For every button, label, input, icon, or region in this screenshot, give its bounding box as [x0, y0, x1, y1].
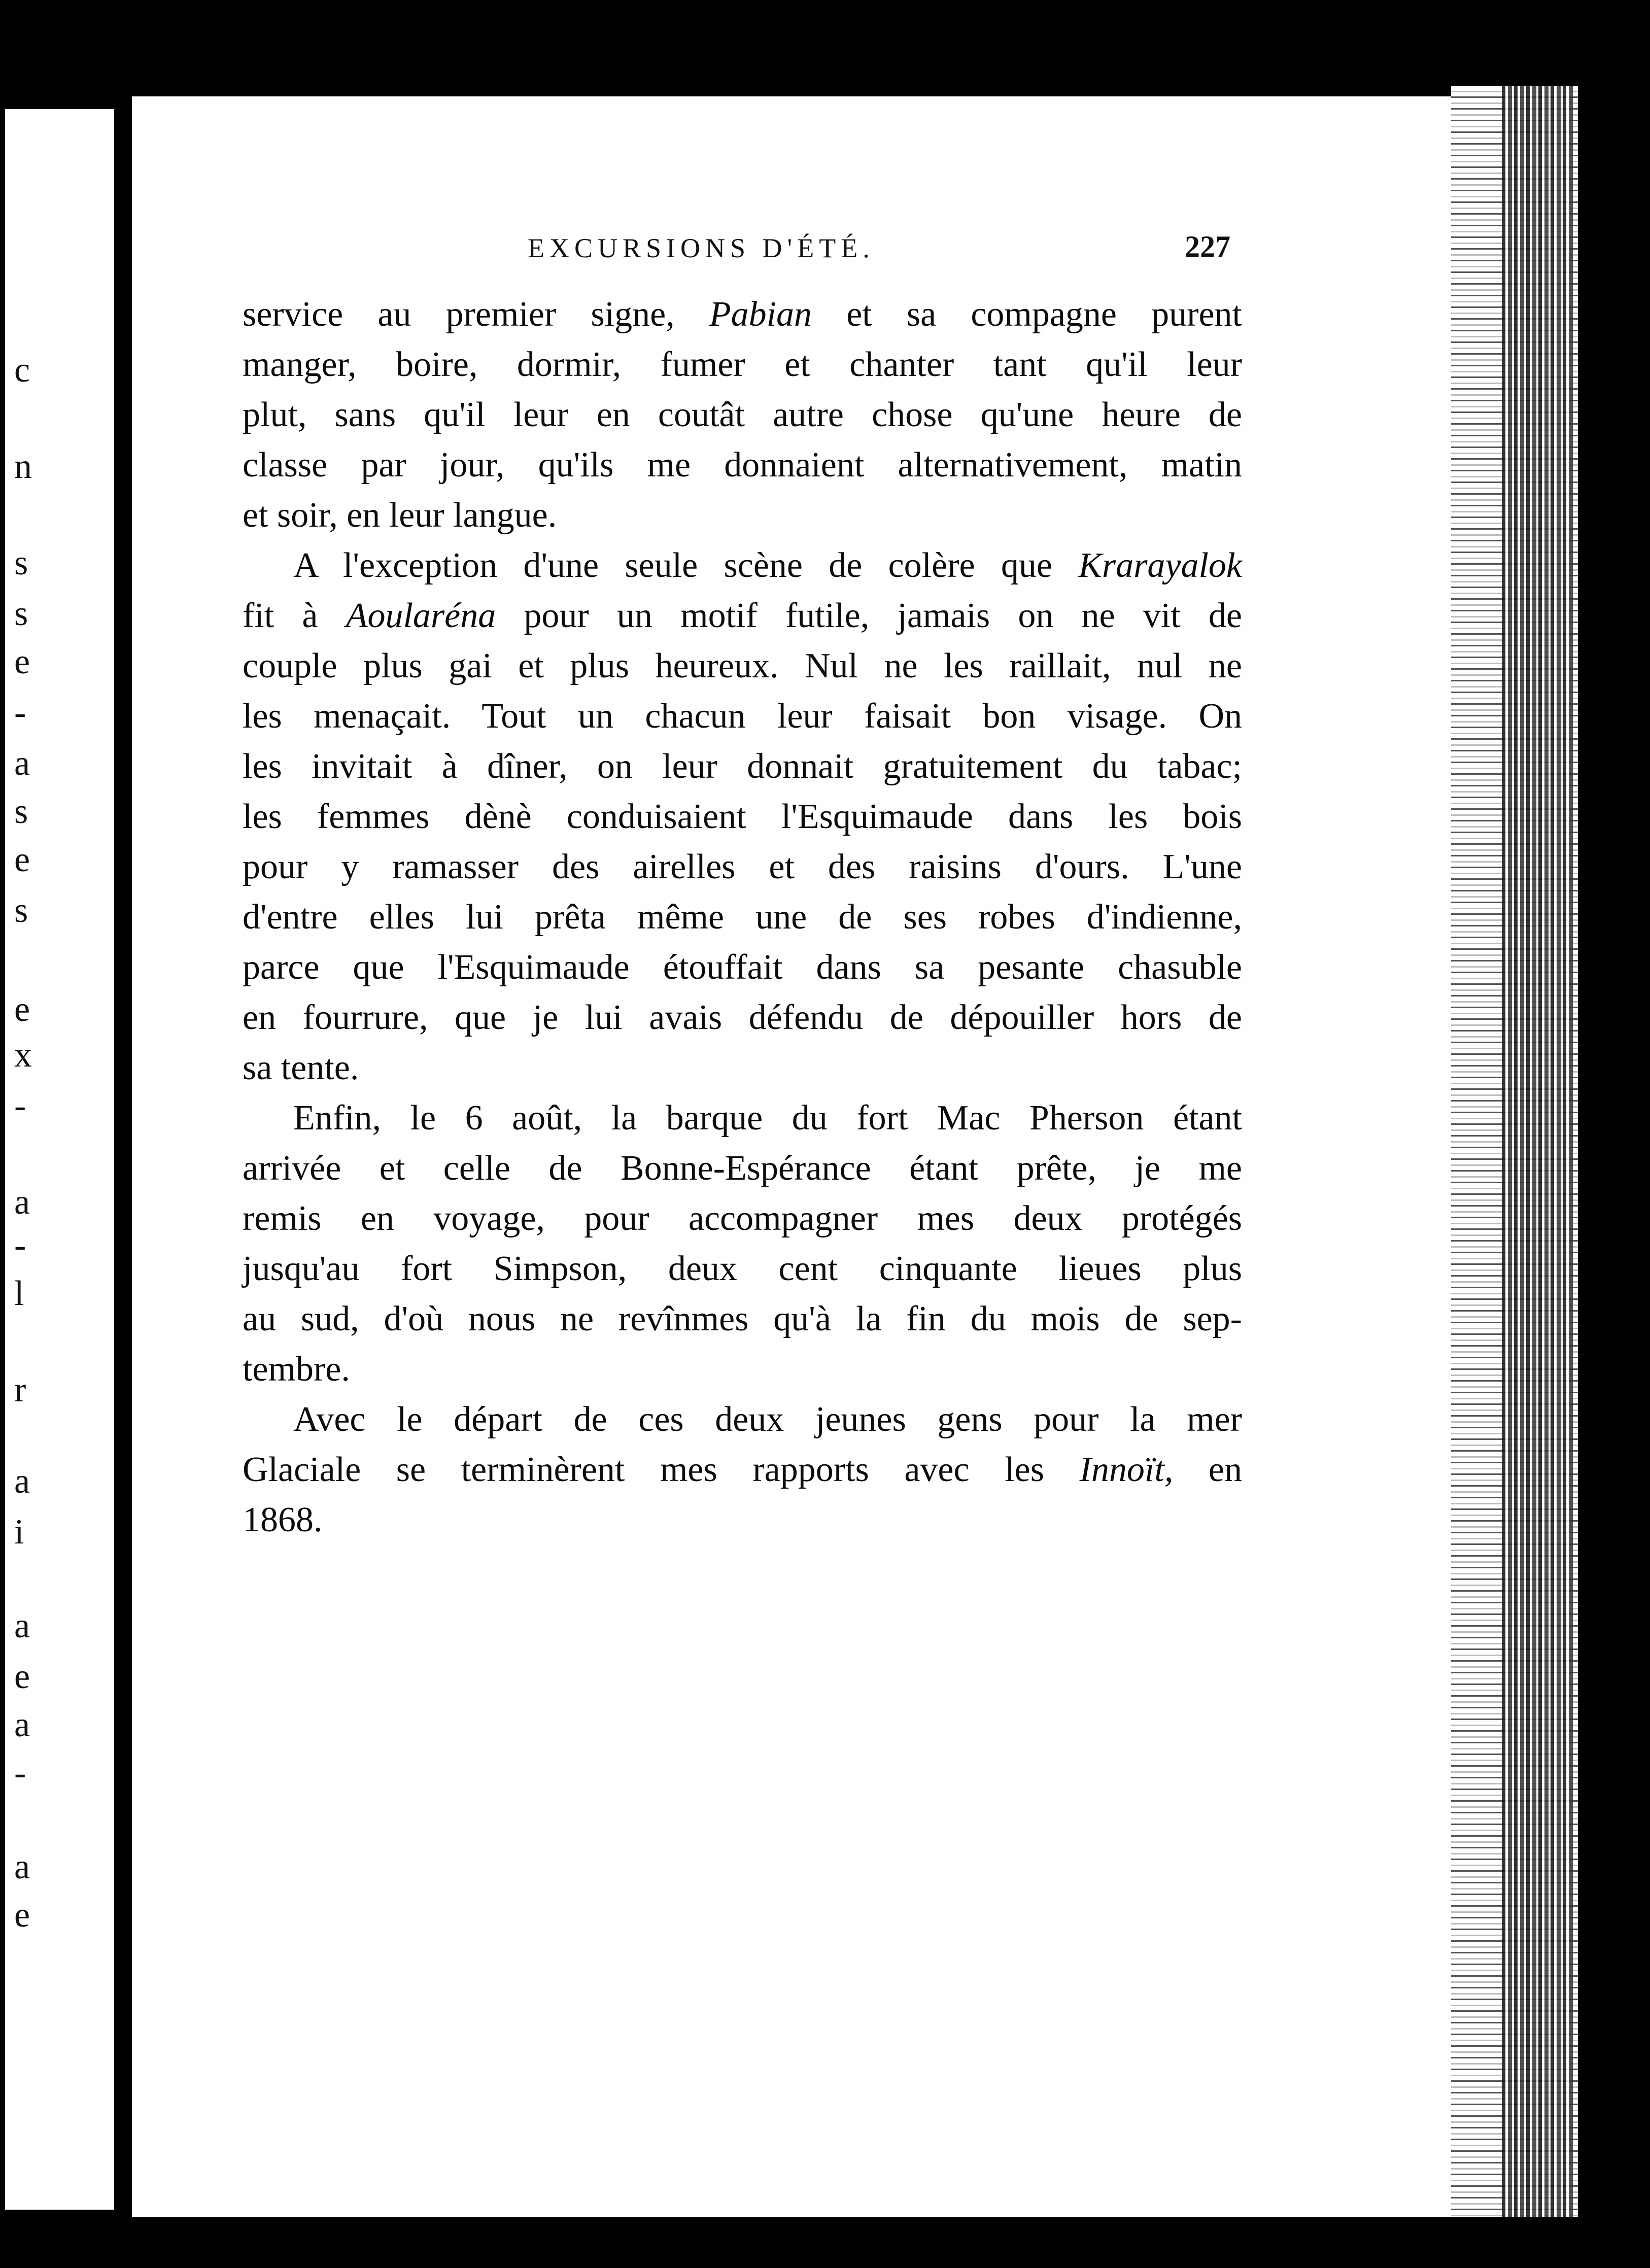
- text-segment: remis en voyage, pour accompagner mes deux protégés: [243, 1199, 1242, 1238]
- text-segment: au sud, d'où nous ne revînmes qu'à la fin du mois de sep-: [243, 1299, 1242, 1338]
- left-page-letter: e: [14, 1657, 30, 1696]
- text-line: [243, 1193, 1242, 1244]
- body-text: [243, 289, 1242, 1545]
- text-segment: fit à: [243, 596, 346, 635]
- text-segment: service au premier signe,: [243, 295, 709, 334]
- text-segment: plut, sans qu'il leur en coutât autre chose qu'une heure de: [243, 395, 1242, 434]
- left-page-fragment: [5, 109, 114, 2210]
- left-page-letter: e: [14, 990, 30, 1029]
- left-page-letter: -: [14, 1086, 26, 1125]
- text-segment: classe par jour, qu'ils me donnaient alternativement, matin: [243, 445, 1242, 485]
- left-page-letter: i: [14, 1513, 24, 1552]
- paragraph: [243, 540, 1242, 1093]
- text-segment: Avec le départ de ces deux jeunes gens pour la mer: [293, 1400, 1242, 1439]
- left-page-letter: a: [14, 1606, 30, 1645]
- text-line: [243, 490, 1242, 540]
- text-segment: 1868.: [243, 1500, 323, 1539]
- text-line: [243, 641, 1242, 691]
- left-page-letter: a: [14, 744, 30, 783]
- paragraph: [243, 1394, 1242, 1545]
- text-segment: les menaçait. Tout un chacun leur faisait bon visage. On: [243, 697, 1242, 736]
- text-segment: tembre.: [243, 1350, 350, 1389]
- text-line: [243, 440, 1242, 490]
- italic-name: Aoularéna: [346, 596, 496, 635]
- italic-name: Krarayalok: [1078, 546, 1242, 585]
- text-line: [243, 591, 1242, 641]
- left-page-letter: x: [14, 1036, 32, 1075]
- left-page-letter: s: [14, 594, 28, 633]
- text-line: [243, 1495, 1242, 1545]
- text-line: [243, 1143, 1242, 1193]
- page-number: 227: [1185, 230, 1230, 263]
- text-segment: en: [1173, 1450, 1242, 1489]
- text-line: [243, 1093, 1242, 1143]
- text-segment: pour un motif futile, jamais on ne vit de: [496, 596, 1242, 635]
- running-title: EXCURSIONS D'ÉTÉ.: [528, 233, 875, 263]
- left-page-letter: e: [14, 840, 30, 879]
- text-segment: pour y ramasser des airelles et des raisins d'ours. L'une: [243, 847, 1242, 886]
- text-line: [243, 1043, 1242, 1093]
- text-segment: en fourrure, que je lui avais défendu de dépouiller hors de: [243, 998, 1242, 1037]
- text-line: [243, 390, 1242, 440]
- text-line: [243, 339, 1242, 390]
- left-page-letter: c: [14, 351, 30, 390]
- text-line: [243, 992, 1242, 1043]
- book-gutter: [114, 109, 132, 2210]
- text-segment: et soir, en leur langue.: [243, 496, 557, 535]
- text-line: [243, 942, 1242, 992]
- text-segment: les femmes dènè conduisaient l'Esquimaude dans les bois: [243, 797, 1242, 836]
- text-line: [243, 1445, 1242, 1495]
- text-segment: les invitait à dîner, on leur donnait gratuitement du tabac;: [243, 747, 1242, 786]
- text-segment: couple plus gai et plus heureux. Nul ne les raillait, nul ne: [243, 646, 1242, 685]
- left-page-letter: n: [14, 447, 32, 486]
- left-page-letter: a: [14, 1705, 30, 1744]
- text-segment: A l'exception d'une seule scène de colère que: [293, 546, 1079, 585]
- paragraph: [243, 1093, 1242, 1394]
- text-line: [243, 842, 1242, 892]
- text-segment: manger, boire, dormir, fumer et chanter tant qu'il leur: [243, 345, 1242, 384]
- left-page-letter: l: [14, 1274, 24, 1313]
- left-page-letter: -: [14, 1226, 26, 1265]
- text-line: [243, 289, 1242, 339]
- text-segment: Glaciale se terminèrent mes rapports avec les: [243, 1450, 1080, 1489]
- text-line: [243, 1344, 1242, 1394]
- text-line: [243, 1394, 1242, 1445]
- left-page-letter: a: [14, 1462, 30, 1501]
- text-segment: d'entre elles lui prêta même une de ses robes d'indienne,: [243, 898, 1242, 937]
- left-page-letter: -: [14, 693, 26, 732]
- text-line: [243, 892, 1242, 942]
- left-page-letter: e: [14, 1896, 30, 1935]
- page-edge-shadow: [1502, 86, 1573, 2217]
- left-page-letter: r: [14, 1370, 26, 1410]
- text-segment: parce que l'Esquimaude étouffait dans sa pesante chasuble: [243, 948, 1242, 987]
- text-line: [243, 741, 1242, 792]
- italic-name: Pabian: [709, 295, 812, 334]
- left-page-letter: a: [14, 1183, 30, 1222]
- italic-name: Innoït,: [1079, 1450, 1174, 1489]
- text-line: [243, 540, 1242, 591]
- text-segment: Enfin, le 6 août, la barque du fort Mac Pherson étant: [293, 1098, 1242, 1138]
- text-segment: et sa compagne purent: [812, 295, 1242, 334]
- left-page-letter: -: [14, 1754, 26, 1793]
- paragraph: [243, 289, 1242, 540]
- text-segment: jusqu'au fort Simpson, deux cent cinquante lieues plus: [243, 1249, 1242, 1288]
- text-segment: arrivée et celle de Bonne-Espérance étant prête, je me: [243, 1149, 1242, 1188]
- left-page-letter: s: [14, 543, 28, 582]
- text-line: [243, 691, 1242, 741]
- text-segment: sa tente.: [243, 1048, 359, 1087]
- left-page-letter: s: [14, 891, 28, 930]
- left-page-letter: s: [14, 792, 28, 831]
- text-line: [243, 1244, 1242, 1294]
- left-page-letter: a: [14, 1847, 30, 1886]
- text-line: [243, 1294, 1242, 1344]
- left-page-letter: e: [14, 642, 30, 681]
- text-line: [243, 792, 1242, 842]
